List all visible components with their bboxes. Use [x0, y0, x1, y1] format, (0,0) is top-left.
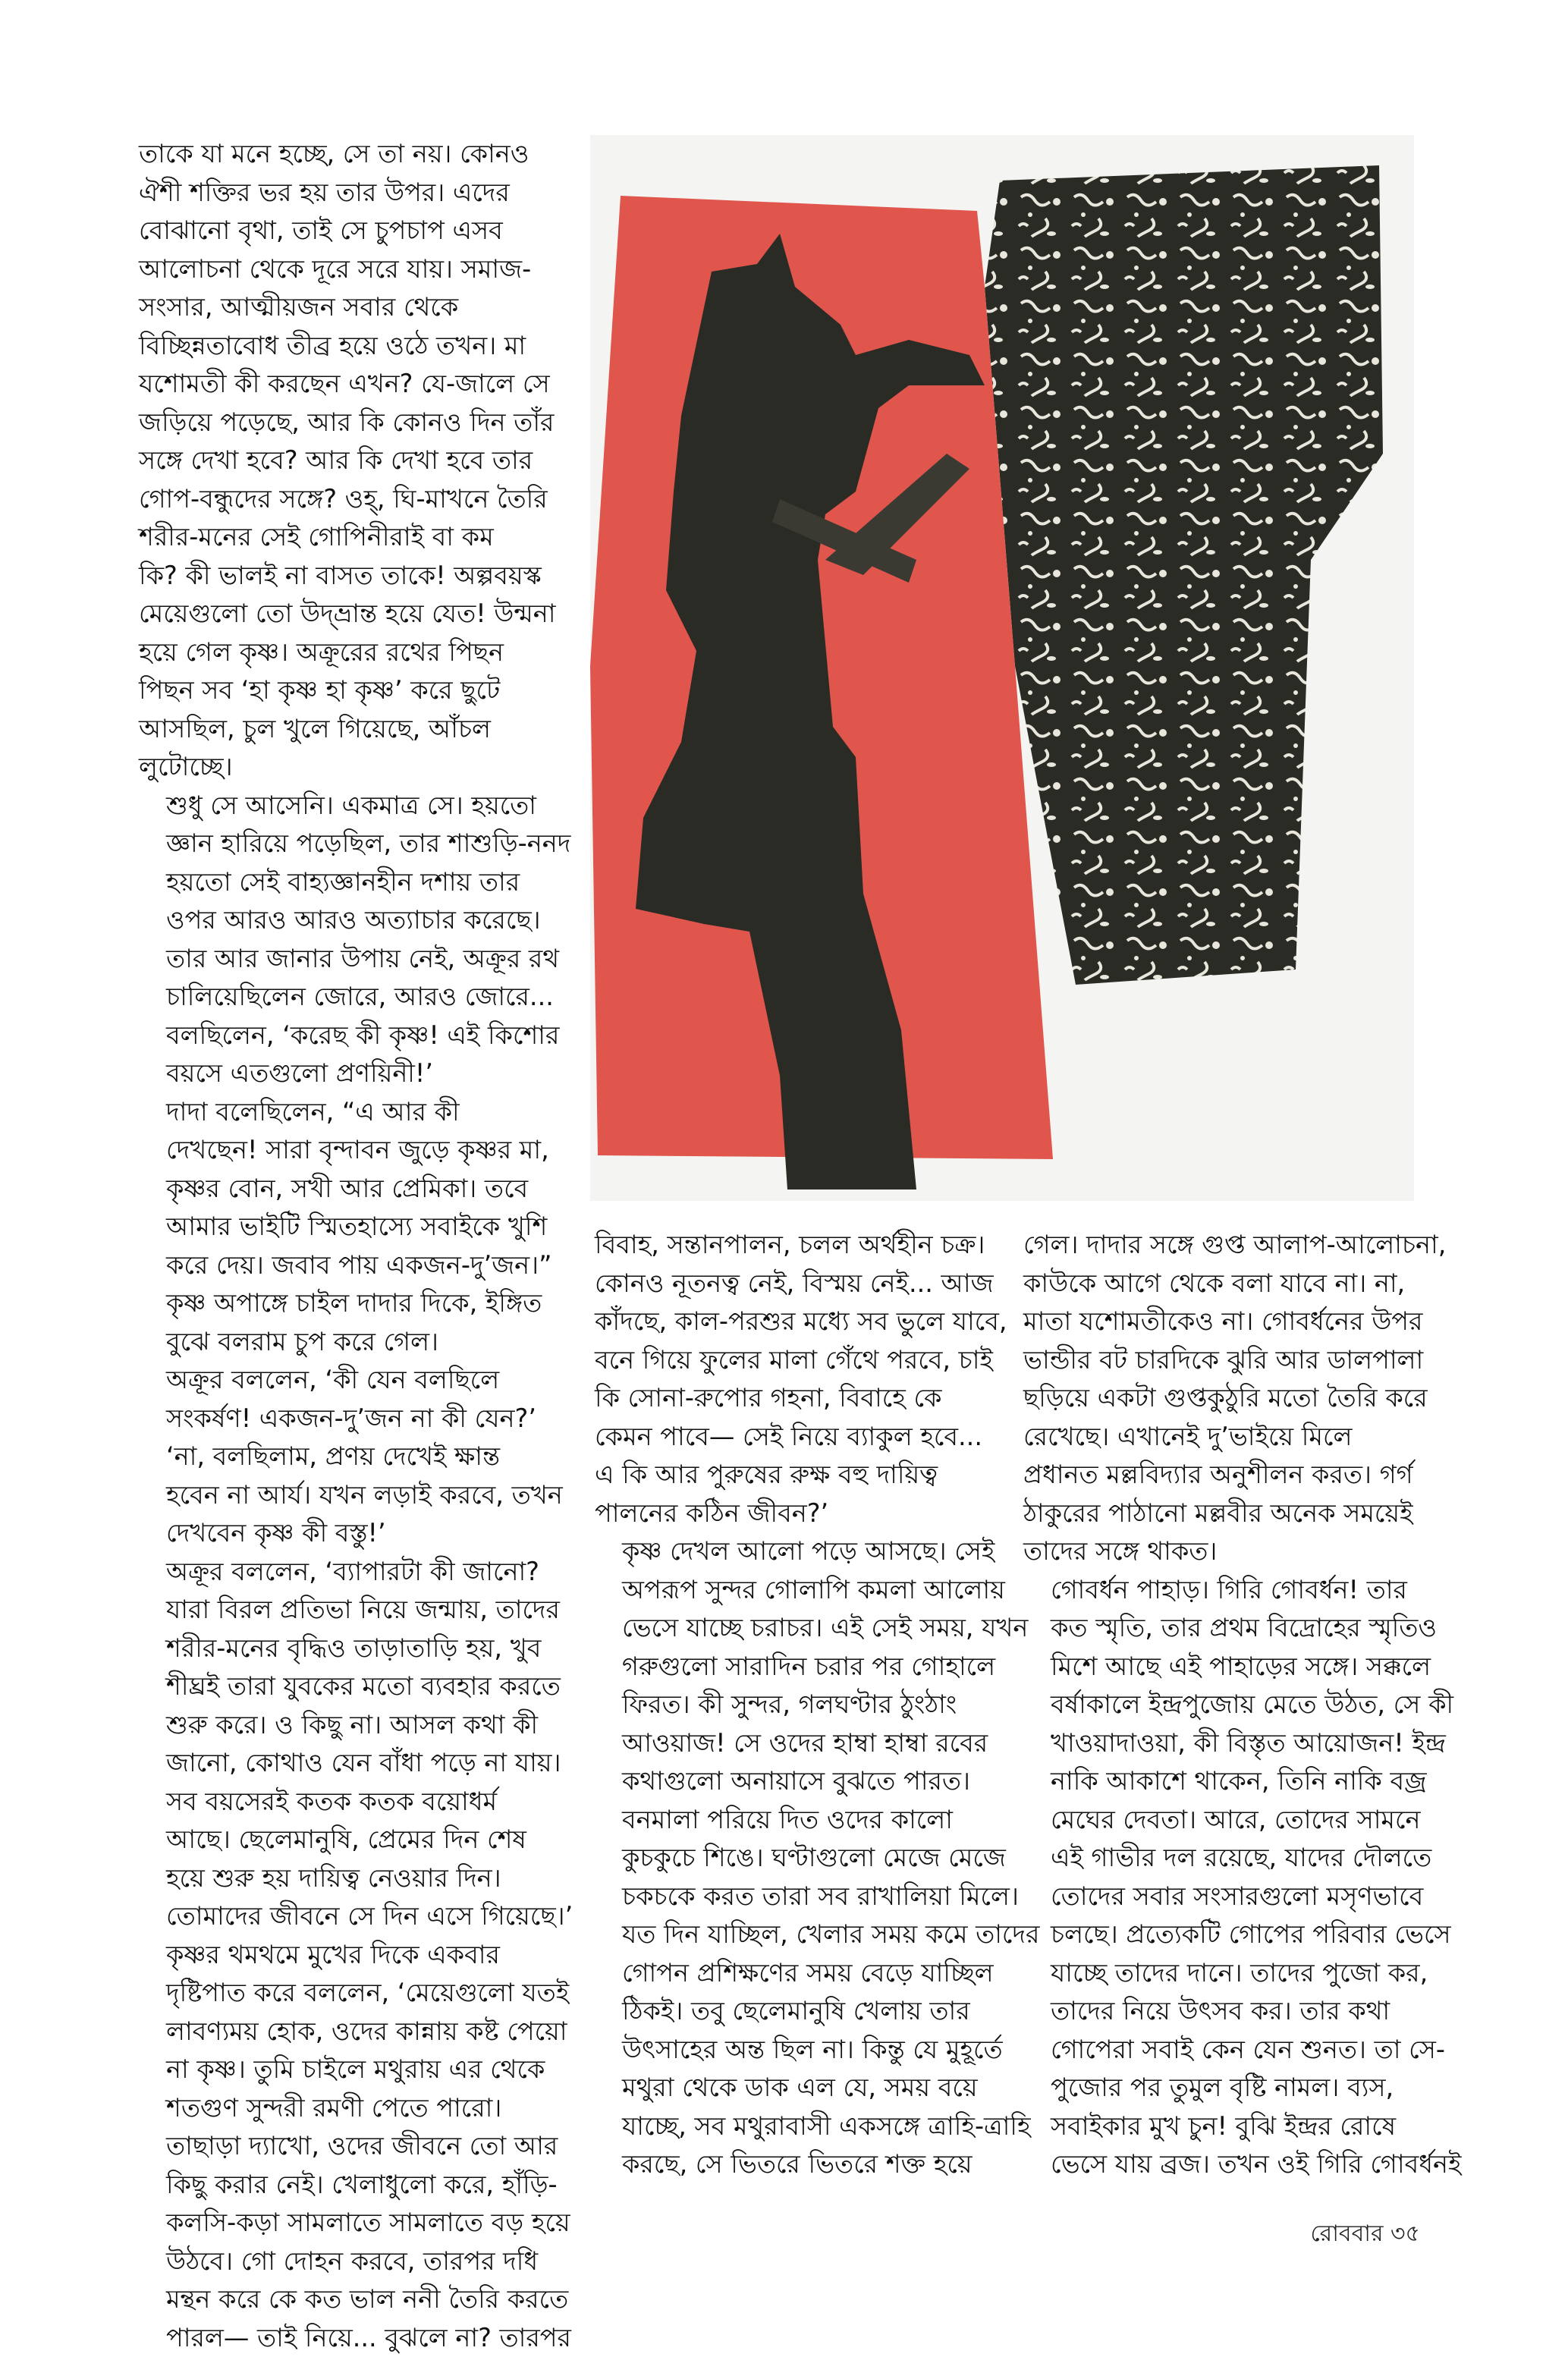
text-line: ভান্ডীর বট চারদিকে ঝুরি আর ডালপালা — [1023, 1341, 1429, 1380]
text-line: যত দিন যাচ্ছিল, খেলার সময় কমে তাদের — [595, 1915, 1008, 1954]
text-line: অক্রূর বললেন, ‘ব্যাপারটা কী জানো? — [139, 1553, 560, 1592]
text-line: চকচকে করত তারা সব রাখালিয়া মিলে। — [595, 1878, 1008, 1916]
text-line: মেঘের দেবতা। আরে, তোদের সামনে — [1023, 1801, 1429, 1840]
text-line: বুঝে বলরাম চুপ করে গেল। — [139, 1323, 560, 1362]
paragraph — [1023, 1226, 1429, 1571]
text-line: গরুগুলো সারাদিন চরার পর গোহালে — [595, 1648, 1008, 1686]
text-line: আওয়াজ! সে ওদের হাম্বা হাম্বা রবের — [595, 1724, 1008, 1763]
paragraph — [595, 1226, 1008, 1532]
text-line: আসছিল, চুল খুলে গিয়েছে, আঁচল — [139, 710, 560, 749]
text-line: হয়ে শুরু হয় দায়িত্ব নেওয়ার দিন। — [139, 1859, 560, 1898]
text-line: মথুরা থেকে ডাক এল যে, সময় বয়ে — [595, 2069, 1008, 2107]
text-line: দৃষ্টিপাত করে বললেন, ‘মেয়েগুলো যতই — [139, 1974, 560, 2013]
text-line: চলছে। প্রত্যেকটি গোপের পরিবার ভেসে — [1023, 1915, 1429, 1954]
text-line: না কৃষ্ণ। তুমি চাইলে মথুরায় এর থেকে — [139, 2051, 560, 2089]
paragraph — [139, 1361, 560, 1438]
paragraph — [595, 1532, 1008, 2184]
text-line: জড়িয়ে পড়েছে, আর কি কোনও দিন তাঁর — [139, 404, 560, 442]
paragraph — [139, 1438, 560, 1553]
text-line: মিশে আছে এই পাহাড়ের সঙ্গে। সক্কলে — [1023, 1648, 1429, 1686]
text-line: লাবণ্যময় হোক, ওদের কান্নায় কষ্ট পেয়ো — [139, 2013, 560, 2051]
text-line: সংকর্ষণ! একজন-দু’জন না কী যেন?’ — [139, 1400, 560, 1438]
paragraph — [139, 1093, 560, 1362]
text-line: মাতা যশোমতীকেও না। গোবর্ধনের উপর — [1023, 1303, 1429, 1341]
text-line: উৎসাহের অন্ত ছিল না। কিন্তু যে মুহূর্তে — [595, 2031, 1008, 2069]
text-line: সব বয়সেরই কতক কতক বয়োধর্ম — [139, 1783, 560, 1821]
text-line: কি সোনা-রুপোর গহনা, বিবাহে কে — [595, 1379, 1008, 1418]
text-line: যাচ্ছে, সব মথুরাবাসী একসঙ্গে ত্রাহি-ত্রাহি — [595, 2107, 1008, 2146]
text-column-2 — [595, 1226, 1008, 2184]
text-line: ‘না, বলছিলাম, প্রণয় দেখেই ক্ষান্ত — [139, 1438, 560, 1476]
paragraph — [139, 135, 560, 787]
text-line: এই গাভীর দল রয়েছে, যাদের দৌলতে — [1023, 1839, 1429, 1878]
text-line: আলোচনা থেকে দূরে সরে যায়। সমাজ- — [139, 250, 560, 289]
text-line: গেল। দাদার সঙ্গে গুপ্ত আলাপ-আলোচনা, — [1023, 1226, 1429, 1265]
text-line: শুধু সে আসেনি। একমাত্র সে। হয়তো — [139, 787, 560, 825]
text-line: প্রধানত মল্লবিদ্যার অনুশীলন করত। গর্গ — [1023, 1456, 1429, 1494]
text-line: কাঁদছে, কাল-পরশুর মধ্যে সব ভুলে যাবে, — [595, 1303, 1008, 1341]
text-line: ভেসে যায় ব্রজ। তখন ওই গিরি গোবর্ধনই — [1023, 2145, 1429, 2184]
paper-collage-icon — [590, 135, 1414, 1201]
text-line: বয়সে এতগুলো প্রণয়িনী!’ — [139, 1054, 560, 1093]
paragraph — [139, 787, 560, 1093]
text-line: আছে। ছেলেমানুষি, প্রেমের দিন শেষ — [139, 1821, 560, 1859]
text-line: খাওয়াদাওয়া, কী বিস্তৃত আয়োজন! ইন্দ্র — [1023, 1724, 1429, 1763]
text-line: ফিরত। কী সুন্দর, গলঘণ্টার ঠুংঠাং — [595, 1686, 1008, 1724]
text-line: চালিয়েছিলেন জোরে, আরও জোরে... — [139, 978, 560, 1017]
text-line: হবেন না আর্য। যখন লড়াই করবে, তখন — [139, 1476, 560, 1515]
text-line: তাছাড়া দ্যাখো, ওদের জীবনে তো আর — [139, 2127, 560, 2166]
text-line: কৃষ্ণ অপাঙ্গে চাইল দাদার দিকে, ইঙ্গিত — [139, 1284, 560, 1323]
text-line: যারা বিরল প্রতিভা নিয়ে জন্মায়, তাদের — [139, 1591, 560, 1629]
text-line: সঙ্গে দেখা হবে? আর কি দেখা হবে তার — [139, 442, 560, 480]
text-line: শরীর-মনের বৃদ্ধিও তাড়াতাড়ি হয়, খুব — [139, 1629, 560, 1668]
text-line: বিচ্ছিন্নতাবোধ তীব্র হয়ে ওঠে তখন। মা — [139, 327, 560, 366]
text-line: গোপন প্রশিক্ষণের সময় বেড়ে যাচ্ছিল — [595, 1954, 1008, 1993]
text-line: করে দেয়। জবাব পায় একজন-দু’জন।” — [139, 1246, 560, 1285]
page-footer: রোববার ৩৫ — [1311, 2215, 1420, 2254]
text-line: তোমাদের জীবনে সে দিন এসে গিয়েছে।’ — [139, 1897, 560, 1936]
text-line: পারল— তাই নিয়ে... বুঝলে না? তারপর — [139, 2319, 560, 2357]
text-line: কৃষ্ণ দেখল আলো পড়ে আসছে। সেই — [595, 1532, 1008, 1571]
text-line: মেয়েগুলো তো উদ্‌ভ্রান্ত হয়ে যেত! উন্মনা — [139, 595, 560, 633]
paragraph — [1023, 1571, 1429, 2184]
text-line: কুচকুচে শিঙে। ঘণ্টাগুলো মেজে মেজে — [595, 1839, 1008, 1878]
text-line: কৃষ্ণর বোন, সখী আর প্রেমিকা। তবে — [139, 1170, 560, 1208]
text-line: যাচ্ছে তাদের দানে। তাদের পুজো কর, — [1023, 1954, 1429, 1993]
text-line: হয়তো সেই বাহ্যজ্ঞানহীন দশায় তার — [139, 863, 560, 902]
text-line: পালনের কঠিন জীবন?’ — [595, 1494, 1008, 1533]
text-line: নাকি আকাশে থাকেন, তিনি নাকি বজ্র — [1023, 1762, 1429, 1801]
text-line: তোদের সবার সংসারগুলো মসৃণভাবে — [1023, 1878, 1429, 1916]
text-line: লুটোচ্ছে। — [139, 748, 560, 787]
text-line: অক্রূর বললেন, ‘কী যেন বলছিলে — [139, 1361, 560, 1400]
text-line: অপরূপ সুন্দর গোলাপি কমলা আলোয় — [595, 1571, 1008, 1610]
paragraph — [139, 1553, 560, 1936]
text-line: সবাইকার মুখ চুন! বুঝি ইন্দ্রর রোষে — [1023, 2107, 1429, 2146]
text-line: পুজোর পর তুমুল বৃষ্টি নামল। ব্যস, — [1023, 2069, 1429, 2107]
text-line: বনে গিয়ে ফুলের মালা গেঁথে পরবে, চাই — [595, 1341, 1008, 1380]
text-line: জানো, কোথাও যেন বাঁধা পড়ে না যায়। — [139, 1744, 560, 1783]
text-line: জ্ঞান হারিয়ে পড়েছিল, তার শাশুড়ি-ননদ — [139, 825, 560, 863]
text-line: ভেসে যাচ্ছে চরাচর। এই সেই সময়, যখন — [595, 1609, 1008, 1648]
text-line: বনমালা পরিয়ে দিত ওদের কালো — [595, 1801, 1008, 1840]
text-line: দেখবেন কৃষ্ণ কী বস্তু!’ — [139, 1514, 560, 1553]
text-line: তাদের সঙ্গে থাকত। — [1023, 1532, 1429, 1571]
text-line: বর্ষাকালে ইন্দ্রপুজোয় মেতে উঠত, সে কী — [1023, 1686, 1429, 1724]
text-line: শুরু করে। ও কিছু না। আসল কথা কী — [139, 1706, 560, 1745]
text-line: মন্থন করে কে কত ভাল ননী তৈরি করতে — [139, 2280, 560, 2319]
text-line: কি? কী ভালই না বাসত তাকে! অল্পবয়স্ক — [139, 557, 560, 596]
text-line: কত স্মৃতি, তার প্রথম বিদ্রোহের স্মৃতিও — [1023, 1609, 1429, 1648]
text-line: তাদের নিয়ে উৎসব কর। তার কথা — [1023, 1992, 1429, 2031]
text-line: রেখেছে। এখানেই দু’ভাইয়ে মিলে — [1023, 1418, 1429, 1457]
text-line: দাদা বলেছিলেন, “এ আর কী — [139, 1093, 560, 1132]
text-line: সংসার, আত্মীয়জন সবার থেকে — [139, 288, 560, 327]
text-line: গোপেরা সবাই কেন যেন শুনত। তা সে- — [1023, 2031, 1429, 2069]
text-line: কেমন পাবে— সেই নিয়ে ব্যাকুল হবে... — [595, 1418, 1008, 1457]
text-line: করছে, সে ভিতরে ভিতরে শক্ত হয়ে — [595, 2145, 1008, 2184]
text-line: তার আর জানার উপায় নেই, অক্রূর রথ — [139, 940, 560, 979]
text-line: ওপর আরও আরও অত্যাচার করেছে। — [139, 901, 560, 940]
text-line: গোবর্ধন পাহাড়। গিরি গোবর্ধন! তার — [1023, 1571, 1429, 1610]
text-line: কৃষ্ণর থমথমে মুখের দিকে একবার — [139, 1936, 560, 1975]
text-line: এ কি আর পুরুষের রুক্ষ বহু দায়িত্ব — [595, 1456, 1008, 1494]
text-column-3 — [1023, 1226, 1429, 2184]
text-line: কিছু করার নেই। খেলাধুলো করে, হাঁড়ি- — [139, 2166, 560, 2205]
text-line: বিবাহ, সন্তানপালন, চলল অর্থহীন চক্র। — [595, 1226, 1008, 1265]
text-line: শরীর-মনের সেই গোপিনীরাই বা কম — [139, 518, 560, 557]
text-line: ছড়িয়ে একটা গুপ্তকুঠুরি মতো তৈরি করে — [1023, 1379, 1429, 1418]
text-line: দেখছেন! সারা বৃন্দাবন জুড়ে কৃষ্ণর মা, — [139, 1131, 560, 1170]
text-line: পিছন সব ‘হা কৃষ্ণ হা কৃষ্ণ’ করে ছুটে — [139, 671, 560, 710]
text-line: ঐশী শক্তির ভর হয় তার উপর। এদের — [139, 174, 560, 212]
text-line: উঠবে। গো দোহন করবে, তারপর দধি — [139, 2242, 560, 2281]
text-line: যশোমতী কী করছেন এখন? যে-জালে সে — [139, 365, 560, 404]
text-line: আমার ভাইটি স্মিতহাস্যে সবাইকে খুশি — [139, 1208, 560, 1246]
text-line: বোঝানো বৃথা, তাই সে চুপচাপ এসব — [139, 212, 560, 250]
text-line: শতগুণ সুন্দরী রমণী পেতে পারো। — [139, 2089, 560, 2128]
text-line: তাকে যা মনে হচ্ছে, সে তা নয়। কোনও — [139, 135, 560, 174]
text-line: গোপ-বন্ধুদের সঙ্গে? ওহ্, ঘি-মাখনে তৈরি — [139, 480, 560, 519]
text-line: কাউকে আগে থেকে বলা যাবে না। না, — [1023, 1265, 1429, 1303]
text-line: হয়ে গেল কৃষ্ণ। অক্রূরের রথের পিছন — [139, 633, 560, 672]
text-column-1 — [139, 135, 560, 2357]
paragraph — [139, 1936, 560, 2357]
text-line: কথাগুলো অনায়াসে বুঝতে পারত। — [595, 1762, 1008, 1801]
text-line: বলছিলেন, ‘করেছ কী কৃষ্ণ! এই কিশোর — [139, 1017, 560, 1055]
collage-illustration — [590, 135, 1414, 1201]
text-line: শীঘ্রই তারা যুবকের মতো ব্যবহার করতে — [139, 1667, 560, 1706]
text-line: কলসি-কড়া সামলাতে সামলাতে বড় হয়ে — [139, 2204, 560, 2242]
text-line: ঠাকুরের পাঠানো মল্লবীর অনেক সময়েই — [1023, 1494, 1429, 1533]
text-line: কোনও নূতনত্ব নেই, বিস্ময় নেই... আজ — [595, 1265, 1008, 1303]
text-line: ঠিকই। তবু ছেলেমানুষি খেলায় তার — [595, 1992, 1008, 2031]
